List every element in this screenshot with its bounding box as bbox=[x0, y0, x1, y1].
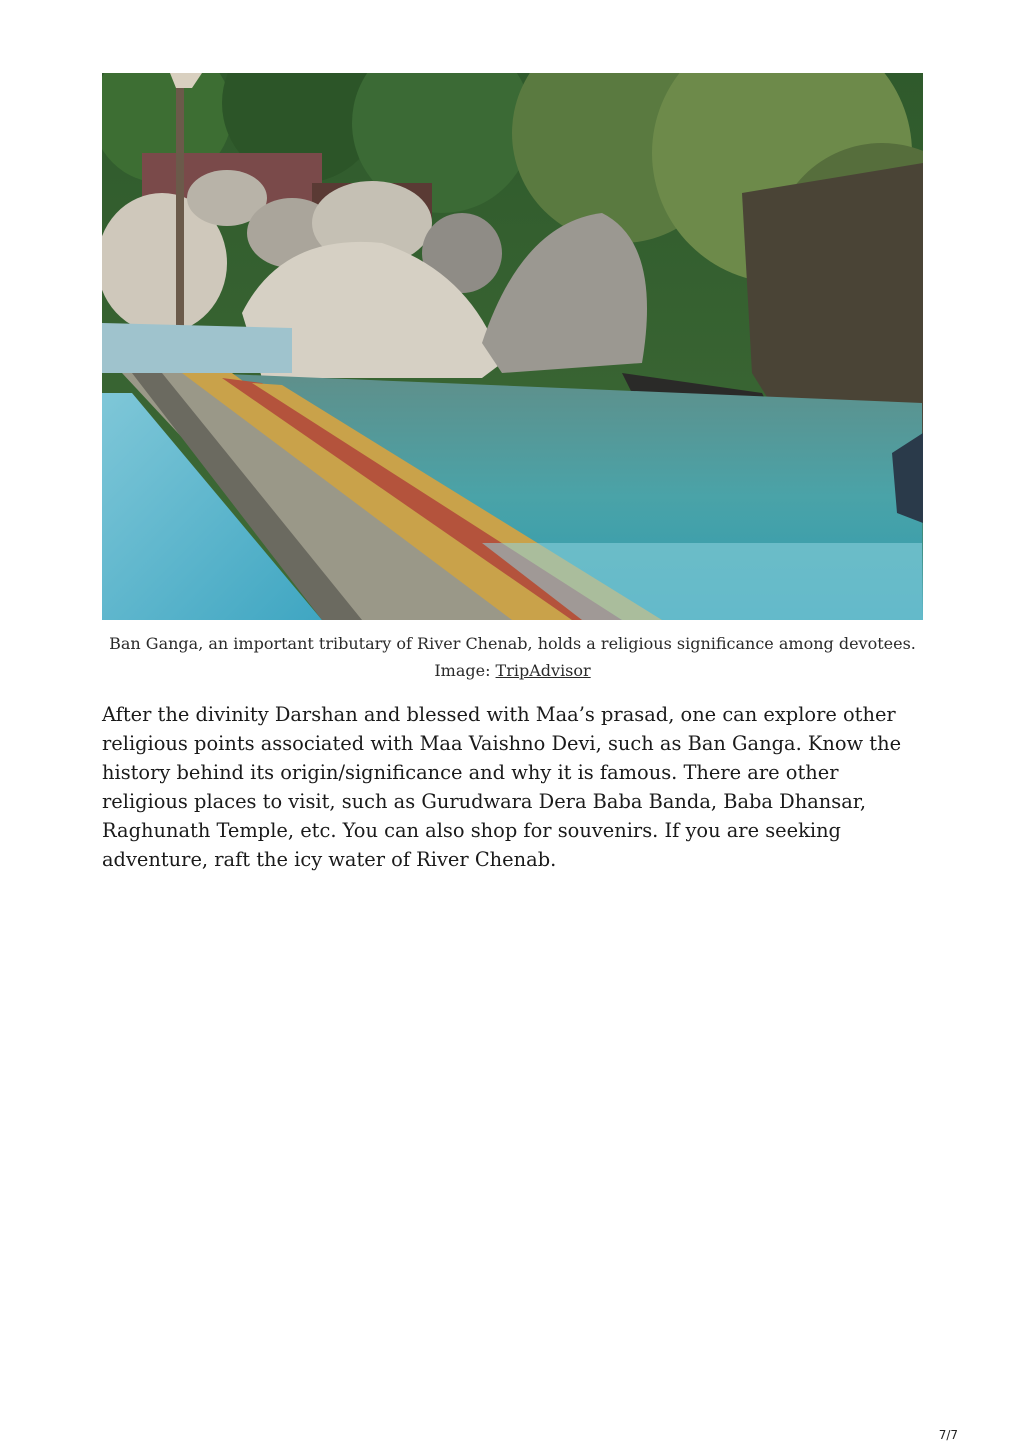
tripadvisor-link[interactable]: TripAdvisor bbox=[495, 661, 591, 680]
ban-ganga-photo bbox=[102, 73, 923, 620]
article-paragraph: After the divinity Darshan and blessed with Maa’s prasad, one can explore other religious points associated with Maa Vaishno Devi, such as Ban Ganga. Know the history behind its origin/significance and why it is famous. There are other religious places to visit, such as Gurudwara Dera Baba Banda, Baba Dhansar, Raghunath Temple, etc. You can also shop for souvenirs. If you are seeking adventure, raft the icy water of River Chenab. bbox=[102, 703, 902, 871]
caption-text: Ban Ganga, an important tributary of River Chenab, holds a religious significance among devotees. bbox=[109, 634, 916, 653]
credit-prefix: Image: bbox=[434, 661, 496, 680]
image-credit bbox=[102, 657, 923, 684]
page-number: 7/7 bbox=[938, 1428, 958, 1442]
figure-caption bbox=[102, 630, 923, 684]
